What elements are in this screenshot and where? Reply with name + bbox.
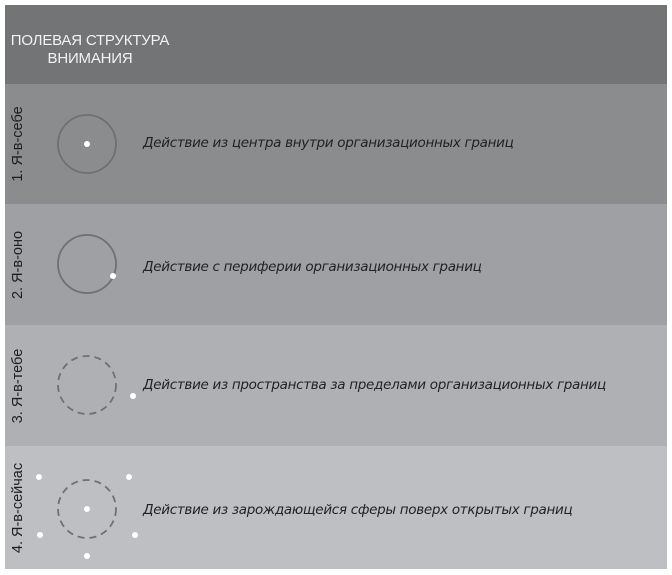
row-label-text: 4. Я-в-сейчас bbox=[10, 462, 26, 553]
row-self-in-you bbox=[5, 325, 667, 446]
row-self-in-self bbox=[5, 84, 667, 204]
row-description: Действие из зарождающейся сферы поверх открытых границ bbox=[143, 502, 573, 518]
solid-circle-center-dot-icon bbox=[5, 84, 165, 204]
row-description: Действие с периферии организационных границ bbox=[143, 259, 482, 275]
row-description: Действие из пространства за пределами организационных границ bbox=[143, 377, 606, 393]
row-label-text: 1. Я-в-себе bbox=[10, 106, 26, 182]
row-label-text: 2. Я-в-оно bbox=[10, 230, 26, 299]
attention-field-structure-diagram bbox=[5, 5, 667, 569]
diagram-header bbox=[5, 5, 667, 84]
row-label-text: 3. Я-в-тебе bbox=[10, 348, 26, 423]
solid-circle-edge-dot-icon bbox=[5, 204, 165, 325]
row-description: Действие из центра внутри организационных границ bbox=[143, 135, 514, 151]
title-line-1: ПОЛЕВАЯ СТРУКТУРА bbox=[10, 32, 170, 49]
dashed-circle-outside-dot-icon bbox=[5, 325, 165, 446]
dashed-circle-surrounding-dots-icon bbox=[5, 446, 165, 569]
row-self-in-now bbox=[5, 446, 667, 569]
diagram-title bbox=[5, 32, 175, 68]
row-self-in-it bbox=[5, 204, 667, 325]
title-line-2: ВНИМАНИЯ bbox=[47, 50, 133, 67]
